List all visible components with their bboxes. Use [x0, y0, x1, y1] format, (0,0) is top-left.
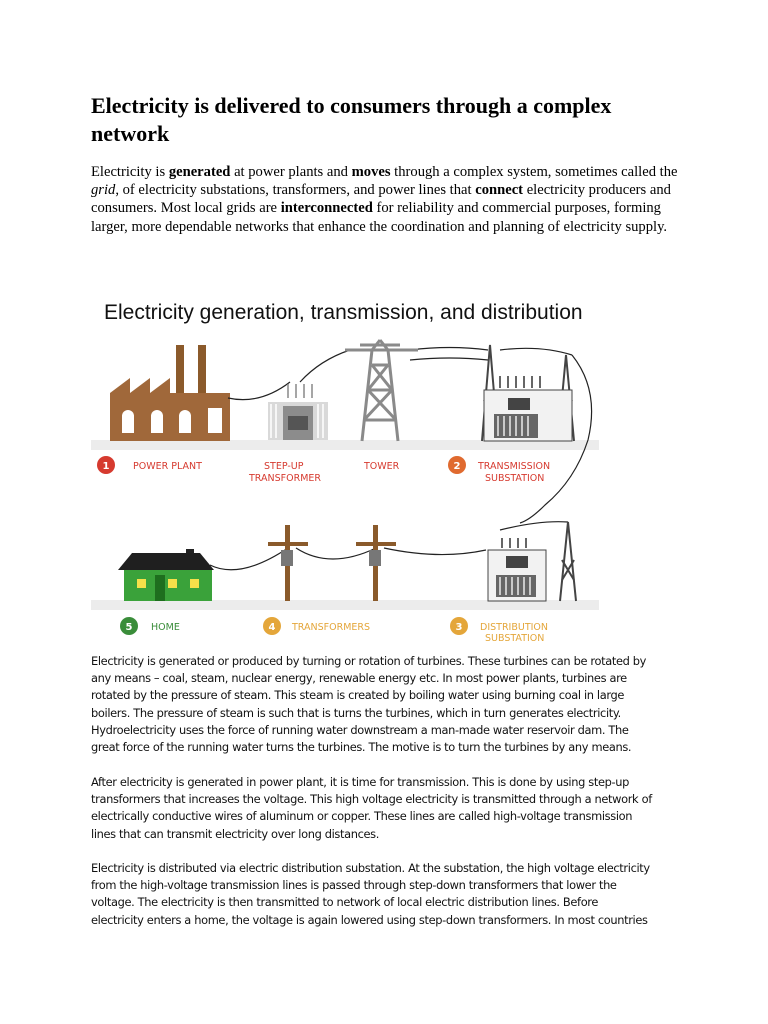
text-line: boilers. The pressure of steam is such that is turns the turbines, which in turn generates electricity.	[91, 705, 621, 720]
text-line: voltage. The electricity is then transmitted to network of local electric distribution lines. Before	[91, 895, 599, 910]
step-up-label-1: STEP-UP	[264, 461, 304, 472]
text-line: Electricity is generated or produced by turning or rotation of turbines. These turbines can be rotated by	[91, 654, 647, 668]
home-icon	[118, 549, 214, 601]
step-up-label-2: TRANSFORMER	[249, 473, 321, 484]
utility-pole-icon	[268, 525, 308, 601]
intro-text: electricity producers and consumers. Most local grids are	[91, 182, 671, 217]
transformers-label: TRANSFORMERS	[292, 622, 371, 633]
text-line: rotated by the pressure of steam. This steam is created by boiling water using burning coal in large	[91, 688, 625, 703]
text-line: lines that can transmit electricity over long distances.	[91, 826, 380, 841]
distribution-substation-label-1: DISTRIBUTION	[480, 622, 549, 633]
text-line: electricity enters a home, the voltage is again lowered using step-down transformers. In most countries	[91, 912, 648, 927]
power-plant-label: POWER PLANT	[133, 461, 202, 472]
paragraph-transmission	[91, 774, 681, 843]
text-line: from the high-voltage transmission lines is passed through step-down transformers that lower the	[91, 878, 617, 893]
step-1-number: 1	[102, 461, 110, 472]
transmission-tower-icon	[345, 340, 418, 441]
intro-bold-connect: connect	[475, 182, 524, 199]
step-3-number: 3	[455, 622, 463, 633]
intro-text: at power plants and	[230, 164, 352, 180]
text-line: transformers that increases the voltage. This high voltage electricity is transmitted through a network of	[91, 792, 652, 807]
step-2-number: 2	[453, 461, 461, 472]
diagram-title: Electricity generation, transmission, and distribution	[104, 301, 583, 324]
tower-label: TOWER	[364, 461, 400, 472]
text-line: great force of the running water turns the turbines. The motive is to turn the turbines by any means.	[91, 740, 632, 755]
intro-bold-interconnected: interconnected	[280, 200, 373, 217]
text-line: Hydroelectricity uses the force of running water downstream a man-made water reservoir dam. The	[91, 722, 629, 737]
page-heading: Electricity is delivered to consumers through a complex network	[91, 93, 612, 146]
intro-italic-grid: grid	[91, 182, 116, 199]
intro-text: , of electricity substations, transformers, and power lines that	[115, 182, 476, 199]
home-label: HOME	[151, 622, 180, 633]
intro-text: through a complex system, sometimes called the	[390, 164, 678, 180]
power-plant-icon	[110, 345, 230, 441]
intro-bold-generated: generated	[168, 164, 231, 180]
step-5-number: 5	[125, 622, 133, 633]
step-4-number: 4	[268, 622, 276, 633]
distribution-substation-label-2: SUBSTATION	[485, 633, 545, 644]
paragraph-generation	[91, 653, 681, 756]
intro-bold-moves: moves	[351, 164, 391, 180]
distribution-substation-icon	[488, 522, 576, 601]
transmission-substation-label-2: SUBSTATION	[485, 473, 545, 484]
text-line: After electricity is generated in power plant, it is time for transmission. This is done by using step-up	[91, 775, 630, 789]
step-up-transformer-icon	[268, 384, 328, 440]
text-line: electrically conductive wires of aluminum or copper. These lines are called high-voltage transmission	[91, 809, 633, 824]
utility-pole-icon	[356, 525, 396, 601]
transmission-substation-label-1: TRANSMISSION	[478, 461, 551, 472]
intro-text: for reliability and commercial purposes, forming larger, more dependable networks that enhance the coordination and planning of electricity supply.	[91, 200, 668, 235]
transmission-substation-icon	[482, 345, 574, 441]
transmission-wires	[210, 348, 592, 570]
paragraph-distribution	[91, 860, 681, 929]
text-line: any means – coal, steam, nuclear energy, renewable energy etc. In most power plants, turbines are	[91, 671, 627, 686]
intro-text: Electricity is	[91, 164, 169, 180]
text-line: Electricity is distributed via electric distribution substation. At the substation, the high voltage electricity	[91, 861, 650, 875]
